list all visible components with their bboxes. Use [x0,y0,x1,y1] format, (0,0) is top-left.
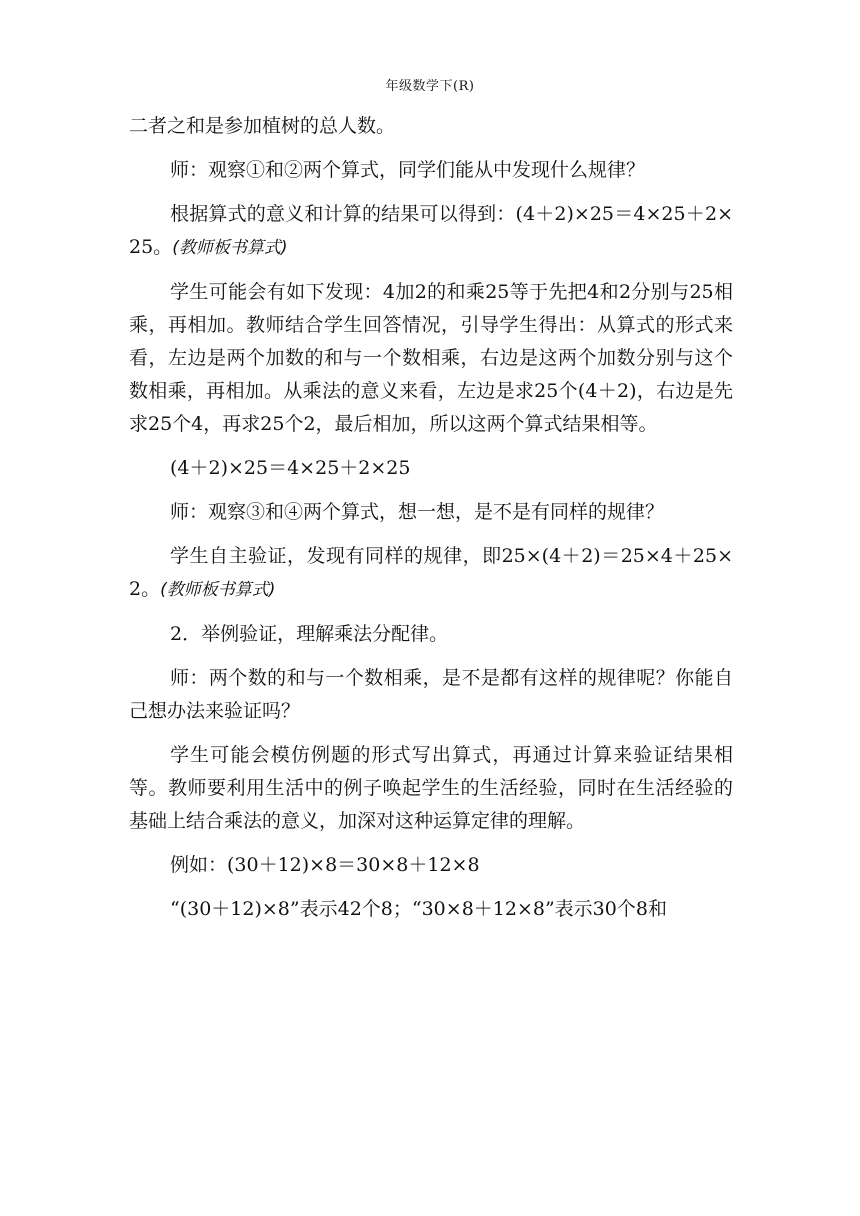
paragraph-7-text: 学生自主验证，发现有同样的规律，即25×(4＋2)＝25×4＋25×2。 [129,545,733,600]
paragraph-9: 师：两个数的和与一个数相乘，是不是都有这样的规律呢？你能自己想办法来验证吗？ [129,667,733,722]
paragraph-10: 学生可能会模仿例题的形式写出算式，再通过计算来验证结果相等。教师要利用生活中的例子唤起学生的生活经验，同时在生活经验的基础上结合乘法的意义，加深对这种运算定律的理解。 [129,744,733,832]
paragraph-2: 师：观察①和②两个算式，同学们能从中发现什么规律？ [170,159,646,181]
board-note: (教师板书算式) [160,580,276,600]
board-note: (教师板书算式) [172,238,288,258]
paragraph-12: “(30＋12)×8”表示42个8；“30×8＋12×8”表示30个8和 [170,898,667,920]
paragraph-4: 学生可能会有如下发现：4加2的和乘25等于先把4和2分别与25相乘，再相加。教师结合学生回答情况，引导学生得出：从算式的形式来看，左边是两个加数的和与一个数相乘，右边是这两个加数分别与这个数相乘，再相加。从乘法的意义来看，左边是求25个(4＋2)，右边是先求25个4，再求25个2，最后相加，所以这两个算式结果相等。 [129,281,733,435]
page-body [129,110,733,937]
paragraph-1: 二者之和是参加植树的总人数。 [129,115,396,137]
formula-line: (4＋2)×25＝4×25＋2×25 [170,457,411,479]
section-heading: 2．举例验证，理解乘法分配律。 [170,623,449,645]
paragraph-6: 师：观察③和④两个算式，想一想，是不是有同样的规律？ [170,501,665,523]
page-header: 年级数学下(R) [385,79,475,94]
example-formula: 例如：(30＋12)×8＝30×8＋12×8 [170,854,480,876]
paragraph-7 [129,540,733,607]
paragraph-3 [129,198,733,265]
paragraph-3-text: 根据算式的意义和计算的结果可以得到：(4＋2)×25＝4×25＋2×25。 [129,203,733,258]
